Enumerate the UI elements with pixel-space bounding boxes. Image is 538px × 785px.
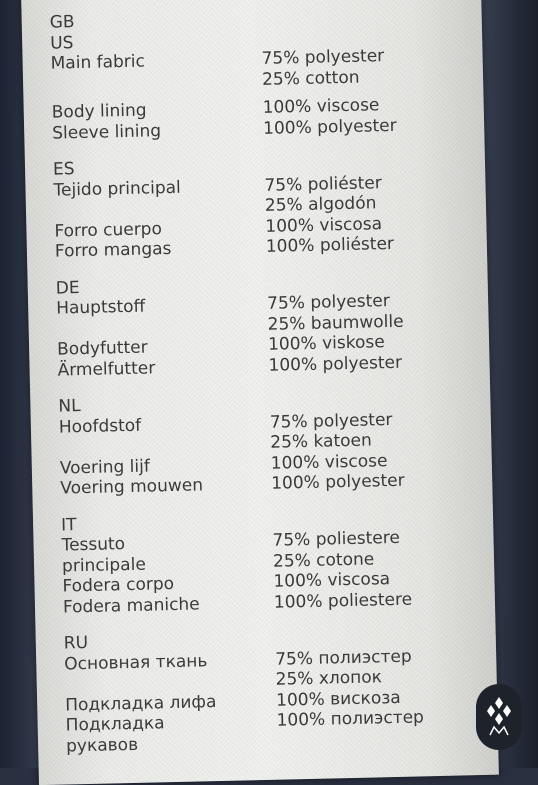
material-composition: 25% cotone	[272, 548, 375, 572]
care-label	[21, 0, 499, 785]
material-part: Fodera maniche	[62, 593, 200, 618]
material-composition: 75% poliestere	[272, 527, 401, 551]
material-part: Body lining	[51, 100, 147, 123]
material-composition: 75% polyester	[261, 46, 385, 69]
material-composition: 25% algodón	[264, 193, 377, 216]
watermark-logo	[476, 684, 522, 750]
material-composition: 25% katoen	[270, 430, 372, 453]
material-part: Основная ткань	[64, 650, 208, 675]
country-code: GB	[49, 12, 75, 33]
material-composition: 100% полиэстер	[276, 707, 425, 731]
material-part: Main fabric	[50, 51, 146, 74]
material-composition: 75% poliéster	[264, 172, 382, 196]
material-part: Voering mouwen	[60, 475, 204, 499]
country-code: US	[49, 32, 74, 54]
material-part: Fodera corpo	[62, 574, 175, 597]
material-part: Forro mangas	[54, 238, 172, 262]
material-part: Hauptstoff	[55, 296, 146, 319]
material-part: Sleeve lining	[52, 120, 162, 144]
section-ru	[64, 624, 487, 756]
material-part: Подкладка	[65, 713, 165, 736]
material-composition: 100% вискоза	[275, 687, 401, 711]
country-code: DE	[55, 277, 80, 299]
material-part: Voering lijf	[59, 456, 151, 479]
material-part: Ärmelfutter	[57, 357, 156, 381]
section-nl	[58, 387, 480, 499]
label-text	[49, 3, 486, 772]
material-part: Подкладка лифа	[64, 691, 217, 715]
material-composition: 25% хлопок	[275, 667, 383, 690]
material-composition: 100% viscosa	[273, 569, 391, 592]
material-composition: 25% cotton	[261, 67, 360, 90]
material-composition: 75% полиэстер	[274, 646, 412, 670]
material-part: Tejido principal	[53, 177, 182, 201]
country-code: RU	[63, 632, 89, 654]
material-composition: 100% poliéster	[265, 233, 395, 257]
country-code: IT	[60, 514, 77, 536]
material-composition	[277, 726, 486, 751]
section-it	[61, 506, 483, 618]
section-gb-us	[49, 3, 472, 143]
material-composition: 100% viscose	[270, 450, 388, 474]
material-part: principale	[61, 554, 147, 577]
material-composition: 100% polyester	[268, 352, 403, 376]
country-code: NL	[58, 396, 81, 417]
material-composition: 100% polyester	[271, 470, 405, 494]
material-composition: 100% viscosa	[265, 213, 383, 237]
material-part: Tessuto	[61, 534, 126, 556]
material-composition: 100% viscose	[262, 95, 380, 118]
country-code: ES	[52, 159, 75, 180]
material-composition: 25% baumwolle	[267, 311, 404, 335]
section-de	[56, 269, 478, 381]
material-part: Hoofdstof	[58, 415, 142, 438]
material-composition: 75% polyester	[266, 291, 390, 314]
material-composition: 75% polyester	[269, 409, 393, 433]
material-composition: 100% viskose	[267, 332, 385, 355]
material-part: рукавов	[65, 734, 139, 756]
diamond-monogram-icon	[484, 695, 514, 739]
material-part: Forro cuerpo	[54, 218, 163, 242]
material-part: Bodyfutter	[56, 337, 148, 360]
section-es	[53, 150, 475, 262]
material-composition: 100% poliestere	[273, 589, 413, 613]
material-composition: 100% polyester	[262, 115, 397, 139]
